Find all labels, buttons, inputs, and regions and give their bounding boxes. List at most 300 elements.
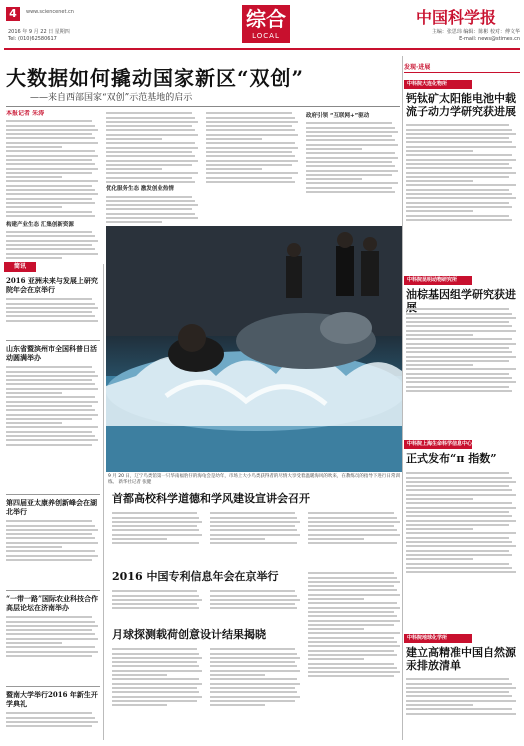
- text-line: [6, 621, 95, 623]
- text-line: [406, 202, 509, 204]
- section-title: 综合: [246, 7, 286, 31]
- text-line: [6, 189, 95, 191]
- text-line: [308, 611, 394, 613]
- text-line: [210, 678, 297, 680]
- text-line: [112, 534, 202, 536]
- text-line: [6, 198, 92, 200]
- briefs-column: [4, 262, 102, 742]
- text-line: [406, 554, 512, 556]
- text-line: [206, 168, 262, 170]
- text-line: [206, 134, 298, 136]
- text-line: [210, 691, 297, 693]
- text-line: [6, 383, 95, 385]
- text-line: [6, 651, 98, 653]
- text-line: [406, 176, 509, 178]
- text-line: [206, 160, 298, 162]
- text-line: [306, 174, 392, 176]
- text-line: [308, 641, 397, 643]
- text-line: [406, 472, 509, 474]
- text-line: [112, 599, 202, 601]
- text-line: [406, 691, 509, 693]
- text-line: [406, 146, 516, 148]
- text-line: [308, 620, 400, 622]
- text-line: [6, 159, 92, 161]
- text-line: [6, 125, 95, 127]
- text-line: [6, 257, 62, 259]
- photo-credit: 新华社记者 张健: [118, 479, 152, 485]
- text-line: [6, 298, 92, 300]
- divider: [6, 590, 100, 591]
- text-line: [210, 665, 297, 667]
- text-line: [406, 154, 512, 156]
- text-line: [112, 590, 197, 592]
- text-line: [6, 529, 98, 531]
- text-line: [210, 670, 300, 672]
- text-line: [308, 598, 364, 600]
- lead-subheadline: ——来自西部国家“双创”示范基地的启示: [30, 93, 193, 103]
- text-line: [6, 142, 98, 144]
- text-line: [306, 139, 395, 141]
- story-headline: 首都高校科学道德和学风建设宣讲会召开: [112, 492, 310, 505]
- text-line: [112, 648, 197, 650]
- text-line: [406, 377, 512, 379]
- text-line: [406, 700, 516, 702]
- text-line: [406, 197, 516, 199]
- text-line: [308, 632, 400, 634]
- text-line: [308, 581, 400, 583]
- text-line: [406, 520, 516, 522]
- text-line: [210, 648, 295, 650]
- text-line: [406, 330, 516, 332]
- story-column: [210, 510, 302, 564]
- text-line: [308, 650, 394, 652]
- brief-title: 暨南大学举行2016 年新生开学典礼: [6, 690, 98, 708]
- text-line: [6, 320, 98, 322]
- briefs-label: 简讯: [4, 262, 36, 272]
- text-line: [106, 142, 195, 144]
- text-line: [308, 654, 397, 656]
- brief-text: [6, 296, 100, 336]
- text-line: [6, 155, 98, 157]
- text-line: [6, 215, 95, 217]
- lead-subhead: 优化服务生态 激发创业热情: [106, 186, 174, 193]
- text-line: [406, 481, 516, 483]
- text-line: [406, 507, 516, 509]
- text-line: [406, 571, 516, 573]
- news-photo: [106, 226, 402, 472]
- text-line: [206, 177, 292, 179]
- text-line: [6, 185, 92, 187]
- lead-headline: 大数据如何撬动国家新区“双创”: [6, 66, 305, 90]
- text-line: [308, 637, 394, 639]
- text-block: [210, 512, 302, 544]
- editor-credits: [402, 29, 520, 43]
- text-block: [106, 112, 200, 183]
- text-line: [6, 418, 92, 420]
- column-divider: [402, 56, 403, 740]
- text-line: [306, 148, 362, 150]
- text-line: [6, 638, 98, 640]
- item-text: [406, 122, 518, 272]
- text-block: [112, 590, 204, 609]
- text-line: [406, 368, 516, 370]
- text-line: [6, 550, 95, 552]
- text-line: [6, 520, 92, 522]
- text-line: [306, 182, 398, 184]
- text-line: [406, 347, 509, 349]
- text-line: [106, 221, 162, 223]
- text-line: [6, 244, 92, 246]
- brief-title: 山东省暨滨州市全国科普日活动圆满举办: [6, 344, 97, 362]
- editor-line: 主编：张思玮 编辑：陈彬 校对：傅文华: [431, 29, 520, 35]
- text-line: [210, 607, 297, 609]
- text-line: [308, 525, 394, 527]
- text-line: [210, 538, 265, 540]
- text-line: [210, 661, 295, 663]
- text-line: [106, 213, 195, 215]
- lead-subhead: 构建产业生态 汇集创新资源: [6, 221, 74, 228]
- text-line: [112, 542, 199, 544]
- text-line: [112, 657, 202, 659]
- text-line: [306, 122, 392, 124]
- institution-tag: 中科院大连化物所: [404, 80, 472, 89]
- text-block: [210, 590, 302, 609]
- text-line: [308, 602, 397, 604]
- text-line: [406, 137, 509, 139]
- text-line: [112, 696, 202, 698]
- text-line: [106, 147, 198, 149]
- text-line: [406, 356, 516, 358]
- text-line: [306, 157, 398, 159]
- lead-rule: [6, 106, 400, 107]
- text-line: [406, 317, 516, 319]
- text-line: [206, 129, 295, 131]
- text-line: [206, 151, 292, 153]
- text-line: [210, 603, 295, 605]
- brief-text: [6, 614, 100, 682]
- text-line: [406, 713, 516, 715]
- text-line: [112, 595, 199, 597]
- text-line: [406, 360, 509, 362]
- text-line: [6, 150, 95, 152]
- text-block: [308, 512, 402, 544]
- text-line: [112, 678, 199, 680]
- masthead: [4, 3, 520, 47]
- text-line: [406, 386, 509, 388]
- item-headline: 正式发布“π 指数”: [406, 452, 497, 465]
- story-column: [112, 646, 204, 740]
- text-line: [112, 512, 197, 514]
- text-line: [6, 422, 62, 424]
- text-block: [206, 112, 300, 183]
- text-line: [308, 538, 364, 540]
- text-line: [406, 489, 512, 491]
- text-line: [112, 517, 199, 519]
- text-line: [6, 546, 62, 548]
- text-line: [206, 181, 295, 183]
- text-line: [112, 521, 202, 523]
- text-line: [406, 567, 512, 569]
- issue-date: 2016 年 9 月 22 日 星期四: [8, 29, 70, 35]
- text-line: [308, 585, 394, 587]
- text-line: [406, 678, 509, 680]
- text-block: [106, 196, 200, 224]
- text-line: [308, 667, 397, 669]
- story-column: [210, 646, 302, 740]
- text-line: [406, 373, 509, 375]
- text-line: [6, 629, 92, 631]
- text-line: [6, 525, 95, 527]
- text-line: [112, 674, 167, 676]
- text-line: [406, 334, 473, 336]
- text-line: [6, 426, 98, 428]
- text-line: [306, 127, 395, 129]
- text-block: [308, 572, 402, 677]
- text-line: [206, 138, 262, 140]
- text-line: [406, 215, 509, 217]
- text-line: [406, 563, 509, 565]
- text-line: [6, 307, 98, 309]
- text-line: [406, 124, 509, 126]
- story-column: [112, 588, 204, 624]
- institution-tag: 中科院上海生命科学信息中心: [404, 440, 472, 449]
- text-line: [6, 405, 92, 407]
- text-line: [210, 653, 297, 655]
- text-line: [112, 653, 199, 655]
- text-line: [406, 390, 512, 392]
- text-block: [112, 648, 204, 706]
- text-line: [6, 533, 92, 535]
- text-line: [406, 180, 473, 182]
- text-line: [406, 206, 512, 208]
- brief-text: [6, 364, 100, 490]
- text-line: [406, 704, 473, 706]
- text-line: [106, 134, 198, 136]
- text-line: [406, 351, 512, 353]
- text-line: [112, 704, 167, 706]
- text-line: [6, 235, 95, 237]
- text-line: [406, 338, 512, 340]
- text-line: [106, 204, 198, 206]
- text-line: [112, 607, 199, 609]
- text-line: [6, 721, 98, 723]
- text-block: [306, 122, 400, 193]
- text-line: [6, 542, 98, 544]
- text-line: [6, 409, 95, 411]
- text-line: [106, 117, 195, 119]
- text-line: [406, 532, 516, 534]
- story-column: [112, 510, 204, 564]
- text-line: [6, 172, 92, 174]
- text-line: [6, 379, 92, 381]
- issue-phone: Tel: (010)62580617: [8, 36, 57, 42]
- text-line: [306, 131, 398, 133]
- text-line: [406, 219, 512, 221]
- text-line: [6, 655, 92, 657]
- text-line: [206, 121, 298, 123]
- text-line: [106, 138, 162, 140]
- text-line: [406, 695, 512, 697]
- text-line: [6, 388, 98, 390]
- text-line: [6, 240, 98, 242]
- column-header: 发现·进展: [404, 62, 520, 73]
- site-url: www.sciencenet.cn: [26, 9, 74, 15]
- text-line: [306, 135, 392, 137]
- editor-email: E-mail: news@stimes.cn: [459, 36, 520, 42]
- text-line: [6, 401, 98, 403]
- text-line: [210, 512, 295, 514]
- lead-column-3: [206, 110, 300, 224]
- text-line: [106, 160, 198, 162]
- text-line: [6, 439, 98, 441]
- text-line: [406, 141, 512, 143]
- text-line: [210, 521, 300, 523]
- text-line: [210, 674, 265, 676]
- text-line: [6, 642, 62, 644]
- text-line: [6, 206, 62, 208]
- text-line: [406, 687, 516, 689]
- text-line: [6, 414, 98, 416]
- text-line: [406, 167, 512, 169]
- text-line: [306, 187, 392, 189]
- text-line: [6, 444, 92, 446]
- text-line: [308, 594, 400, 596]
- text-line: [206, 125, 292, 127]
- text-line: [406, 364, 473, 366]
- text-line: [210, 696, 300, 698]
- masthead-rule: [4, 48, 520, 50]
- text-line: [406, 210, 473, 212]
- text-line: [6, 375, 98, 377]
- text-line: [406, 558, 473, 560]
- text-line: [106, 151, 192, 153]
- text-line: [210, 529, 297, 531]
- text-line: [106, 121, 198, 123]
- text-line: [6, 176, 62, 178]
- text-line: [210, 525, 295, 527]
- divider: [6, 340, 100, 341]
- item-headline: 油棕基因组学研究获进: [406, 288, 516, 301]
- text-line: [406, 193, 512, 195]
- text-line: [6, 129, 98, 131]
- text-line: [306, 170, 398, 172]
- story-column: [308, 510, 402, 564]
- text-line: [112, 700, 197, 702]
- text-line: [308, 658, 364, 660]
- text-line: [308, 521, 400, 523]
- text-line: [106, 112, 192, 114]
- text-line: [308, 624, 394, 626]
- text-line: [306, 178, 362, 180]
- text-line: [6, 146, 62, 148]
- text-line: [210, 599, 300, 601]
- text-line: [206, 117, 295, 119]
- text-line: [106, 168, 162, 170]
- text-line: [406, 498, 473, 500]
- text-line: [406, 502, 512, 504]
- text-line: [406, 537, 509, 539]
- text-line: [206, 164, 292, 166]
- institution-tag: 中科院昆明动物研究所: [404, 276, 472, 285]
- text-line: [6, 435, 95, 437]
- text-line: [106, 172, 198, 174]
- text-line: [206, 142, 295, 144]
- text-line: [406, 541, 512, 543]
- text-line: [308, 615, 397, 617]
- lead-subhead: 政府引领 “互联网+”驱动: [306, 113, 370, 119]
- text-line: [210, 590, 295, 592]
- text-line: [112, 603, 197, 605]
- text-line: [406, 524, 509, 526]
- text-line: [6, 625, 98, 627]
- text-line: [6, 137, 95, 139]
- text-block: [112, 512, 204, 544]
- item-headline: 建立高精准中国自然源汞排放清单: [406, 646, 516, 672]
- text-line: [406, 129, 512, 131]
- text-line: [6, 253, 98, 255]
- text-line: [6, 396, 95, 398]
- lead-column-4: [306, 110, 400, 224]
- text-line: [406, 550, 509, 552]
- text-line: [6, 392, 62, 394]
- text-line: [112, 529, 199, 531]
- text-line: [112, 538, 167, 540]
- text-line: [306, 144, 398, 146]
- text-line: [306, 191, 395, 193]
- text-line: [106, 164, 192, 166]
- brief-title: 第四届亚太康养创新峰会在湖北举行: [6, 498, 97, 516]
- item-text: [406, 470, 518, 630]
- text-line: [112, 661, 197, 663]
- text-line: [106, 177, 192, 179]
- text-line: [406, 528, 473, 530]
- text-line: [308, 589, 397, 591]
- text-line: [6, 633, 95, 635]
- section-banner: [242, 5, 290, 43]
- lead-column-2: [106, 110, 200, 224]
- text-line: [106, 155, 195, 157]
- brief-text: [6, 710, 100, 740]
- text-line: [6, 133, 92, 135]
- text-line: [206, 147, 298, 149]
- text-line: [308, 517, 397, 519]
- text-line: [106, 200, 195, 202]
- text-line: [210, 542, 297, 544]
- item-text: [406, 306, 518, 436]
- item-headline: 钙钛矿太阳能电池中载流子动力学研究获进展: [406, 92, 516, 118]
- text-block: [210, 648, 302, 706]
- text-line: [308, 577, 397, 579]
- text-line: [106, 196, 192, 198]
- text-line: [406, 494, 516, 496]
- text-line: [406, 381, 516, 383]
- text-line: [6, 193, 98, 195]
- institution-tag: 中科院地球化学所: [404, 634, 472, 643]
- item-text: [406, 676, 518, 738]
- text-line: [306, 152, 395, 154]
- text-line: [406, 683, 512, 685]
- text-line: [6, 120, 92, 122]
- text-line: [6, 646, 95, 648]
- text-line: [6, 616, 92, 618]
- newspaper-logo: 中国科学报: [416, 8, 497, 27]
- caption-text: 9 月 20 日，辽宁鸟类馆第一只华南福豹仔的海龟会是幼年，市场上大小鸟类获得者的尽情大享受着温暖海风的吹来，在教练员的指导下进行日常训练。: [108, 474, 400, 485]
- text-line: [406, 515, 512, 517]
- text-line: [6, 303, 95, 305]
- text-line: [308, 529, 397, 531]
- photo-caption: [106, 472, 402, 488]
- text-line: [6, 725, 92, 727]
